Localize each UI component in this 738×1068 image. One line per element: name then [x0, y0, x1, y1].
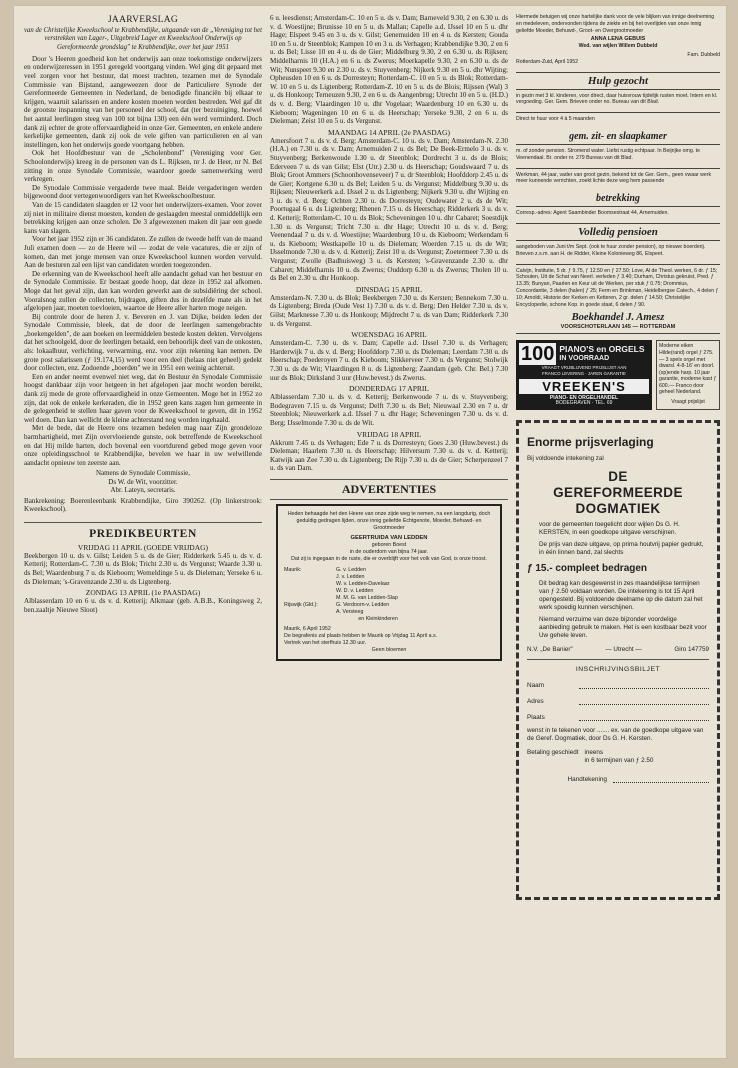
- vreekens-name: VREEKEN'S: [519, 379, 649, 394]
- payment-label: Betaling geschiedt: [527, 748, 579, 756]
- family-member: A. Versteeg: [336, 608, 364, 615]
- newspaper-page: [14, 6, 726, 1058]
- day-heading: DONDERDAG 17 APRIL: [348, 384, 429, 394]
- field-label: Naam: [527, 681, 545, 689]
- paragraph: Van de 15 candidaten slaagden er 12 voor het onderwijzers-examen. Voor zover zij niet in militaire dienst moesten, konden de geslaagden meestal onmiddellijk een betrekking krijgen aan onze scholen. De 3 afgewezenen maken dit jaar een goede kans van slagen.: [24, 200, 262, 235]
- family-list: [336, 567, 398, 623]
- thanks-date: Rotterdam-Zuid, April 1952: [516, 58, 578, 65]
- publisher-line: [527, 646, 709, 653]
- thanks-name: [516, 36, 720, 43]
- day-heading: ZONDAG 13 APRIL (1e PAASDAG): [85, 588, 201, 598]
- vreekens-address: BODEGRAVEN · TEL. 69: [555, 400, 613, 407]
- family-member: W. D. v. Ledden: [336, 587, 374, 594]
- family-member: M. M. G. van Ledden-Slap: [336, 594, 398, 601]
- paragraph: De erkenning van de Kweekschool heeft alle aandacht gehad van het bestuur en de Synodale Commissie. Er bestaat goede hoop, dat deze in 1952 zal afkomen. Moge dat het geval zijn, dan kan worden gewerkt aan de subsidiëring der school. Vooralsnog zullen de collecten, bijdragen, giften dus in dezelfde mate als in het afgelopen jaar, moeten toevloeien, waartoe de Heere aller harten moge neigen.: [24, 269, 262, 313]
- title-line: GEREFORMEERDE: [553, 484, 683, 500]
- vreekens-ad: [516, 340, 720, 409]
- thanks-text: Hiermede betuigen wij onze hartelijke dank voor de vele blijken van innige deelneming en medeleven, ondervonden tijdens de ziekte en bij het overlijden van onze innig geliefde Moeder, Behuwd-, Groot- en Overgrootmoeder: [516, 14, 715, 34]
- adres-input[interactable]: [579, 697, 709, 705]
- paragraph: Bij controle door de heren J. v. Beveren en J. van Dijke, beiden leden der Synodale Commissie, bleek, dat de door de leerlingen samengebrachte „boekengelden", de aan boeken en leermiddelen bestede kosten dekten. Vervolgens dat het schoolgeld, door de leerlingen betaald, een behoorlijk deel van de onkosten, als: lokaalhuur, verlichting, verwarming, enz. voor zijn rekening kan nemen. De grote post salarissen (ƒ 19.174,15) werd voor een deel (helaas niet geheel) gedekt door collecten, enz. Zodoende „boerden" we in 1951 een weinig achteruit.: [24, 312, 262, 373]
- day-services: Alblasserdam 7.30 u. ds v. d. Ketterij; Berkenwoude 7 u. ds v. Stuyvenberg; Bodegraven 7.15 u. ds Vergunst; Delft 7.30 u. ds Bel; Nieuwaal 2.30 en 7 u. dr Steenblok; Nieuwerkerk a.d. IJssel 7 u. dhr Hage; Scheveningen 7.30 u. ds v. d. Berg; IJsselmonde 7.30 u. ds de Wit.: [270, 393, 508, 427]
- born-name: geboren Boest: [371, 541, 407, 548]
- paragraph: Een en ander neemt evenwel niet weg, dat én Bestuur én Synodale Commissie hoogst dankbaar zijn voor hetgeen in het afgelopen jaar mocht worden bereikt, dank zij mede de grote offervaardigheid in onze Gemeenten. Moge het in 1952 zo zijn, dat ook de enkele kerkeraden, die in 1952 geen kans zagen hun gemeente in de gelegenheid te stellen haar gaven voor de Kweekschool te geven, dit in 1952 wel doen. Dan kan wellicht de kleine achterstand nog worden ingehaald.: [24, 372, 262, 424]
- price-drop-heading: Enorme prijsverlaging: [527, 434, 654, 449]
- dogmatiek-ad: [516, 420, 720, 900]
- naam-field[interactable]: [527, 681, 709, 689]
- paragraph: De Synodale Commissie vergaderde twee maal. Beide vergaderingen werden bijgewoond door vertegenwoordigers van het Kweekschoolbestuur.: [24, 183, 262, 201]
- publisher-giro: Giro 147759: [674, 645, 709, 653]
- family-member: G. Verdoorn-v. Ledden: [336, 601, 390, 608]
- field-label: Handtekening: [567, 775, 607, 783]
- paragraph: Door 's Heeren goedheid kon het onderwijs aan onze toekomstige onderwijzers en onderwijzeressen in 1951 geregeld voortgang vinden. Wel ging dit gepaard met veel zorgen voor het bestuur, dat moest trachten, tezamen met de Synodale Commissie van Bijstand, aangeweezen door de Particuliere Synode der Gereformeerde Gemeenten in Nederland, de benodigde financiën bij elkaar te krijgen, waaruit salarissen en andere kosten moeten worden bestreden. Wel gaf dit de grootste inspanning van het personeel der school, dat (ter bezuiniging, hoewel het aantal leerlingen steeg van 100 tot bijna 130) een één werd verminderd. Doch dank zij echter de grote offervaardigheid in onze Ger. Gemeenten, en enkele andere kerkelijke gemeenten, dank zij ook de vele giften van particulieren en al van instellingen, kon het onderwijs goede voortgang hebben.: [24, 54, 262, 149]
- hulp-gezocht-text: in gezin met 3 kl. kinderen, voor direct, daar huisvrouw tijdelijk rusten moet. Intern en kl. vergoeding. Ger. Gem. Brieven onder no. Bureau van dit Blad.: [516, 92, 718, 106]
- payment-options: [584, 749, 653, 765]
- day-services: Amersfoort 7 u. ds v. d. Berg; Amsterdam-C. 10 u. ds v. Dam; Amsterdam-N. 2.30 (H.A.) en 7.30 u. ds v. Dam; Arnemuiden 2 u. ds Bel; De Beek-Ermelo 3 u. ds v. Stuyvenberg; Berkenwoude 1.30 u. dr Steenblok; Dordrecht 3 u. ds de Blois; Ederveen 7 u. ds van Gilst; Elst (Utr.) 2.30 u. ds Heerschap; Goudswaard 7 u. ds Blok; Groot Ammers (Schoonhovenseveer) 7 u. dr Steenblok; Hoofddorp 2.45 u. ds de Gier; Kortgene 6.30 u. ds Bel; Leiden 5 u. ds Vergunst; Middelburg 9.30 u. ds Rijksen; Nieuwerkerk a.d. IJssel 2 u. ds Ligtenberg; Nijkerk 9.30 u. dhr Wijting en 3 u. ds v. d. Berg; Ochten 2.30 u. ds Dorresteyn; Oudewater 2 u. ds de Wit; Poortugaal 6 u. ds Ligtenberg; Rhenen 7.15 u. ds Heerschap; Ridderkerk 3 u. ds v. d. Ketterij; Rotterdam-C. 10 u. ds Blok; Scheveningen 10 u. dhr Cabaret; Soestdijk 1.30 u. ds Vergunst; Tricht 7.30 u. dhr Hage; Utrecht 10 u. ds v. d. Berg; Veenendaal 7 u. ds v. d. Woestijne; Waardenburg 10 u. ds Kieboom; Werkendam 6 u. ds Kieboom; Westkapelle 10 u. ds Dieleman; Woerden 7.15 u. ds de Wit; IJsselmonde 7.30 u. ds v. d. Ketterij; Zeist 10 u. ds Vergunst; Zoetermeer 7.30 u. ds Vergunst; Zwolle (Badhuisweg) 3 u. ds Kersten; 's-Gravenzande 2.30 u. dhr Cabaret; Middelharnis 10 u. ds Zwerus; Ouddorp 6.30 u. ds Zwerus; Tholen 10 u. ds Bel en 2.30 u. dhr Honkoop.: [270, 136, 508, 283]
- jaarverslag-title: JAARVERSLAG: [107, 15, 179, 25]
- dogmatiek-p3: Dit bedrag kan desgewenst in zes maandelijkse termijnen van ƒ 2.50 voldaan worden. De intekening is tot 15 April opengesteld. Bij voldoende deelname op die datum zal het werk spoedig kunnen verschijnen.: [539, 579, 703, 611]
- signature-line: Namens de Synodale Commissie,: [95, 469, 191, 478]
- vreekens-headline: [559, 345, 644, 363]
- dogmatiek-p4: Niemand verzuime van deze bijzonder voordelige aanbieding gebruik te maken. Het is een kostbaar bezit voor Uw gehele leven.: [539, 615, 707, 639]
- family-member: en Kleinkinderen: [358, 615, 398, 622]
- paragraph: Ook het Hoofdbestuur van de „Scholenbond" (Vereniging voor Ger. Schoolonderwijs) kreeg in de personen van ds L. Rijksen, nr J. de Heer, nr N. Bel zitting in onze Synodale Commissie, waardoor goede samenwerking werd verkregen.: [24, 149, 262, 184]
- plaats-field[interactable]: [527, 713, 709, 721]
- vreekens-top: [519, 343, 649, 365]
- jaarverslag-body: [24, 55, 262, 468]
- day-services: Akkrum 7.45 u. ds Verhagen; Ede 7 u. ds Dorresteyn; Goes 2.30 (Huw.bevest.) ds Dieleman; Haarlem 7.30 u. ds Heerschap; Hilversum 7.30 u. ds v. d. Ketterij; Katwijk aan Zee 7.30 u. ds Ligtenberg; De Rijp 7.30 u. ds de Gier; Scherpenzeel 7 u. ds van Dam.: [270, 438, 508, 473]
- family-member: W. v. Ledden-Davelaar: [336, 580, 390, 587]
- advertenties-heading: ADVERTENTIES: [270, 479, 508, 500]
- field-label: Plaats: [527, 713, 545, 721]
- family-member: G. v. Ledden: [336, 566, 366, 573]
- werkman-text: Werkman, 44 jaar, vader van groot gezin, bekend tot de Ger. Gem., geen vwaar werk meer kunnende verrichten, zoekt lichte deze weg hem passende: [516, 168, 720, 186]
- day-services: Amsterdam-N. 7.30 u. ds Blok; Beekbergen 7.30 u. ds Kersten; Bennekom 7.30 u. ds Ligtenberg; Breda (Oude Vest 1) 7.30 u. ds v. d. Berg; Den Helder 7.30 u. ds v. Gilst; Marknesse 7.30 u. ds Honkoop; Mijdrecht 7 u. ds van Dam; Ridderkerk 7.30 u. ds Vergunst.: [270, 293, 508, 328]
- predikbeurten-title: PREDIKBEURTEN: [24, 522, 262, 540]
- jaarverslag-lead: van de Christelijke Kweekschool te Krabbendijke, uitgaande van de „Vereniging tot het verstrekken van Lager-, Uitgebreid Lager en Kweekschool Onderwijs op Gereformeerde grondslag" te Krabbendijke, over het jaar 1951: [24, 27, 262, 51]
- notice-intro: Heden behaagde het den Heere van onze zijde weg te nemen, na een langdurig, doch geduldig gedragen lijden, onze innig geliefde Echtgenote, Moeder, Behuwd- en Grootmoeder: [287, 510, 491, 531]
- title-line: DE: [608, 468, 628, 484]
- plaats-input[interactable]: [579, 713, 709, 721]
- thanks-notice: [516, 14, 720, 66]
- day-services: Amsterdam-C. 7.30 u. ds v. Dam; Capelle a.d. IJssel 7.30 u. ds Verhagen; Harderwijk 7 u. ds v. d. Berg; Hoofddorp 7.30 u. ds Dieleman; Leerdam 7.30 u. ds Heerschap; Poederoyen 7 u. ds Kieboom; Slikkerveer 7.30 u. ds Vergunst; Stolwijk 7.30 u. ds de Wit; Vlaardingen 8 u. ds Ligtenberg; Zaandam (geb. Chr. Bel.) 7.30 uur ds Blok; Dirksland 3 uur (Huw.bevest.) ds Zwerus.: [270, 339, 508, 382]
- vreekens-banner: [516, 340, 652, 409]
- payment-choice[interactable]: [527, 749, 709, 765]
- vreekens-prijslijst: Vraagt prijslijst: [671, 399, 705, 406]
- age-text: in de ouderdom van bijna 74 jaar.: [349, 548, 429, 555]
- dogmatiek-p1: voor de gemeenten toegelicht door wijlen Ds G. H. KERSTEN, in een goedkope uitgave verschijnen.: [539, 520, 680, 536]
- column-3: [516, 14, 720, 1052]
- dogmatiek-p2: De prijs van deze uitgave, op prima houtvrij papier gedrukt, in één linnen band, zal slechts: [539, 540, 704, 556]
- column-2: [270, 14, 508, 1052]
- no-flowers: Geen bloemen: [371, 646, 407, 653]
- payment-option-termijnen[interactable]: in 6 termijnen van ƒ 2.50: [584, 756, 654, 764]
- kamer-heading: gem. zit- en slaapkamer: [516, 129, 720, 145]
- publisher-city: — Utrecht —: [605, 645, 642, 653]
- family-member: J. v. Ledden: [336, 573, 365, 580]
- place: Maurik:: [284, 566, 302, 573]
- subscription-text: wenst in te tekenen voor ....... ex. van de goedkope uitgave van de Geref. Dogmatiek, door Ds G. H. Kersten.: [527, 726, 704, 742]
- thanks-family: Fam. Dubbeld: [687, 51, 720, 58]
- day-heading: MAANDAG 14 APRIL (2e PAASDAG): [328, 127, 450, 137]
- trust-text: Dat zij is ingegaan in de ruste, die er overblijft voor het volk van God, is onze troost.: [291, 555, 487, 562]
- vreekens-line: VRAAGT VRIJBLIJVEND PRIJSLIJST AAN: [541, 365, 627, 371]
- deceased-name: GEERTRUIDA VAN LEDDEN: [350, 534, 428, 541]
- paragraph: Voor het jaar 1952 zijn er 36 candidaten. Ze zullen de tweede helft van de maand Juli examen doen — zo de Heere wil — zodat de vele vacatures, die er zijn of komen, dan met jonge mensen van onze Kweekschool kunnen worden vervuld. Aan de besturen zal een lijst van candidaten worden toegezonden.: [24, 235, 262, 270]
- inschrijvingsbiljet-title: INSCHRIJVINGSBILJET: [527, 659, 709, 673]
- pensioen-heading: Volledig pensioen: [516, 223, 720, 241]
- signature-line: Abr. Lateyn, secretaris.: [110, 486, 176, 495]
- vreekens-side: [656, 340, 720, 409]
- publisher-name: N.V. „De Banier": [527, 645, 573, 653]
- betrekking-text: Corresp.-adres: Agent Saambinder Boomsestraat 44, Arnemuiden.: [516, 210, 669, 217]
- dogmatiek-price: ƒ 15.- compleet bedragen: [527, 562, 648, 574]
- vreekens-sub: PIANO- EN ORGELHANDEL: [549, 394, 619, 401]
- kamer-text: m. of zonder pension. Stromend water. Liefst rustig echtpaar. In Beijrijke omg. te Veenendaal. Br. onder nr. 279 Bureau van dit Blad.: [516, 147, 700, 161]
- betrekking-heading: betrekking: [516, 191, 720, 207]
- day-heading: DINSDAG 15 APRIL: [355, 284, 423, 294]
- thanks-name-text: ANNA LENA GEBUIS: [590, 36, 646, 43]
- field-label: Adres: [527, 697, 544, 705]
- vreekens-pianos: PIANO'S en ORGELS: [559, 344, 645, 355]
- services-continued: 6 u. leesdienst; Amsterdam-C. 10 en 5 u. ds v. Dam; Barneveld 9.30, 2 en 6.30 u. ds v. d. Woestijne; Brunisse 10 en 5 u. ds Mallan; Capelle a.d. IJssel 10 en 5 u. dhr Hage; Elspeet 9.45 en 3 u. ds v. Gilst; Genemuiden 10 en 4 u. ds Kersten; Gouda 10 en 5 u. dr Steenblok; Kampen 10 en 3 u. ds Verhagen; Krabbendijke 9.30, 2 en 6 u. ds Bel; Lisse 10 en 4 u. ds de Gier; Middelburg 9.30, 2 en 6.30 u. ds Rijksen; Middelharnis 10 (H.A.) en 6 u. ds Zwerus; Moerkapelle 9.30, 2 en 6.30 u. ds de Wit; Nunspeet 9.30 en 2.30 u. ds v. Stuyvenberg; Nijkerk 9.30 en 5 u. dhr Wijting; Opheusden 10 en 6 u. ds Dorresteyn; Rotterdam-C. 10 en 5 u. ds Blok; Rotterdam-W. 10 en 5 u. ds Ligtenberg; Rotterdam-Z. 10 en 5 u. ds de Blois; Rijssen (Wal) 3 u. ds Honkoop; Terneuzen 9.30, 2 en 6 u. ds Aangenbrug; Utrecht 10 en 5 u. (H.D.) ds v. d. Berg; Vlaardingen 10 u. dhr Vogelaar; Waardenburg 10 en 6.30 u. ds Kieboom; Wageningen 10 en 6 u. ds Heerschap; Yerseke 9.30, 2 en 6 u. ds Dieleman; Zeist 10 en 5 u. ds Vergunst.: [270, 14, 508, 126]
- place: Rijswijk (Gld.):: [284, 601, 318, 608]
- hulp-gezocht-heading: Hulp gezocht: [516, 72, 720, 90]
- paragraph: Met de bede, dat de Heere ons tezamen bedelen mag naar Zijn grondeloze barmhartigheid, met Zijn overvloeiende gunste, ook betreffende de Kweekschool en dat Hij milde harten, doch bovenal een voortdurend gebed moge geven voor onze opleidingsschool te Krabbendijke, bevelen we haar in uw welwillende aandacht opnieuw ten zeerste aan.: [24, 424, 262, 467]
- notice-date: Maurik, 6 April 1952: [284, 625, 331, 632]
- handtekening-field[interactable]: [527, 775, 709, 783]
- column-1: [24, 14, 262, 1052]
- departure-text: Vertrek van het sterfhuis 12.30 uur.: [284, 639, 367, 646]
- dogmatiek-intro: Bij voldoende intekening zal: [527, 454, 604, 462]
- family-places: [284, 567, 330, 623]
- death-notice: [276, 504, 502, 661]
- pensioen-text: aangeboden van Juni t/m Sept. (ook te huur zonder pension), op nieuwe boerderij. Brieven z.s.m. aan H. de Ridder, Kleine Kolonieweg 86, Elspeet.: [516, 243, 706, 257]
- bank-account: Bankrekening: Boerenleenbank Krabbendijke, Giro 390262. (Op linkerstrook: Kweekschool).: [24, 496, 262, 514]
- day-services: Beekbergen 10 u. ds v. Gilst; Leiden 5 u. ds de Gier; Ridderkerk 5.45 u. ds v. d. Ketterij; Rotterdam-C. 7.30 u. ds Blok; Tricht 2.30 u. ds Vergunst; Waarde 3.30 u. ds Bel; Waardenburg 7 u. ds Kieboom; Wemeldinge 5 u. ds Dieleman; Yerseke 6 u. ds Dieleman; 's-Gravenzande 2.30 u. ds Ligtenberg.: [24, 551, 262, 586]
- bookshop-address: VOORSCHOTERLAAN 145 — ROTTERDAM: [516, 324, 720, 334]
- day-services: Alblasserdam 10 en 6 u. ds v. d. Ketterij; Alkmaar (geb. A.B.B., Koningsweg 2, ben.zaaltje Nieuwe Sloot): [24, 597, 262, 614]
- payment-option-ineens[interactable]: ineens: [584, 748, 604, 756]
- title-line: DOGMATIEK: [575, 500, 661, 516]
- thanks-subtitle: Wed. van wijlen Willem Dubbeld: [578, 43, 658, 50]
- funeral-text: De begrafenis zal plaats hebben te Maurik op Vrijdag 11 April a.s.: [284, 632, 438, 639]
- day-heading: VRIJDAG 18 APRIL: [356, 429, 422, 439]
- signature-line: Ds W. de Wit, voorzitter.: [108, 477, 178, 486]
- day-heading: WOENSDAG 16 APRIL: [351, 330, 427, 340]
- adres-field[interactable]: [527, 697, 709, 705]
- naam-input[interactable]: [579, 681, 709, 689]
- book-list: Calvijn, Institutie, 5 dr. ƒ 9.75, ƒ 12.50 en ƒ 27.50; Love, Al de Theol. werken, 6 dr. ƒ 15; Schouten, Uit de Schat van Neerl. verleden ƒ 3.40; Durham, Christus gekruist, Pred. ƒ 13.35; Bunyan, Paarlen en Keur uit de Werken, per stuk ƒ 0.75; Drommius, Concordantie, 3 delen (halen) ƒ 25; Ferm en Brinkman, Heidelbergse Catech., 4 delen ƒ 10; Arnoldi, Historie der Kerken en Ketteren, 2 gr. delen ƒ 14.50; Christelijke Encyclopedie, schone Kop. in goede staat, 6 delen ƒ 90.: [516, 264, 720, 309]
- day-heading: VRIJDAG 11 APRIL (GOEDE VRIJDAG): [77, 542, 209, 552]
- family-block: [284, 567, 494, 623]
- handtekening-input[interactable]: [613, 775, 709, 783]
- vreekens-side-text: Moderne eiken Hilde(rand) orgel ƒ 275.— 3 spels orgel met dwarsl. 4-8-16' en doorl.(sp)ende harp. 10 jaar garantie, moderne kast ƒ 600.— Franco door geheel Nederland.: [659, 343, 717, 396]
- dogmatiek-title: [527, 469, 709, 517]
- vreekens-number: 100: [521, 343, 555, 366]
- bookshop-name: Boekhandel J. Amesz: [571, 312, 665, 324]
- te-huur-text: Direct te huur voor 4 à 5 maanden: [516, 112, 720, 123]
- vreekens-in-voorraad: IN VOORRAAD: [559, 355, 610, 363]
- vreekens-line: FRANCO LEVERING · JAREN GARANTIE: [542, 370, 626, 376]
- signature: [24, 469, 262, 494]
